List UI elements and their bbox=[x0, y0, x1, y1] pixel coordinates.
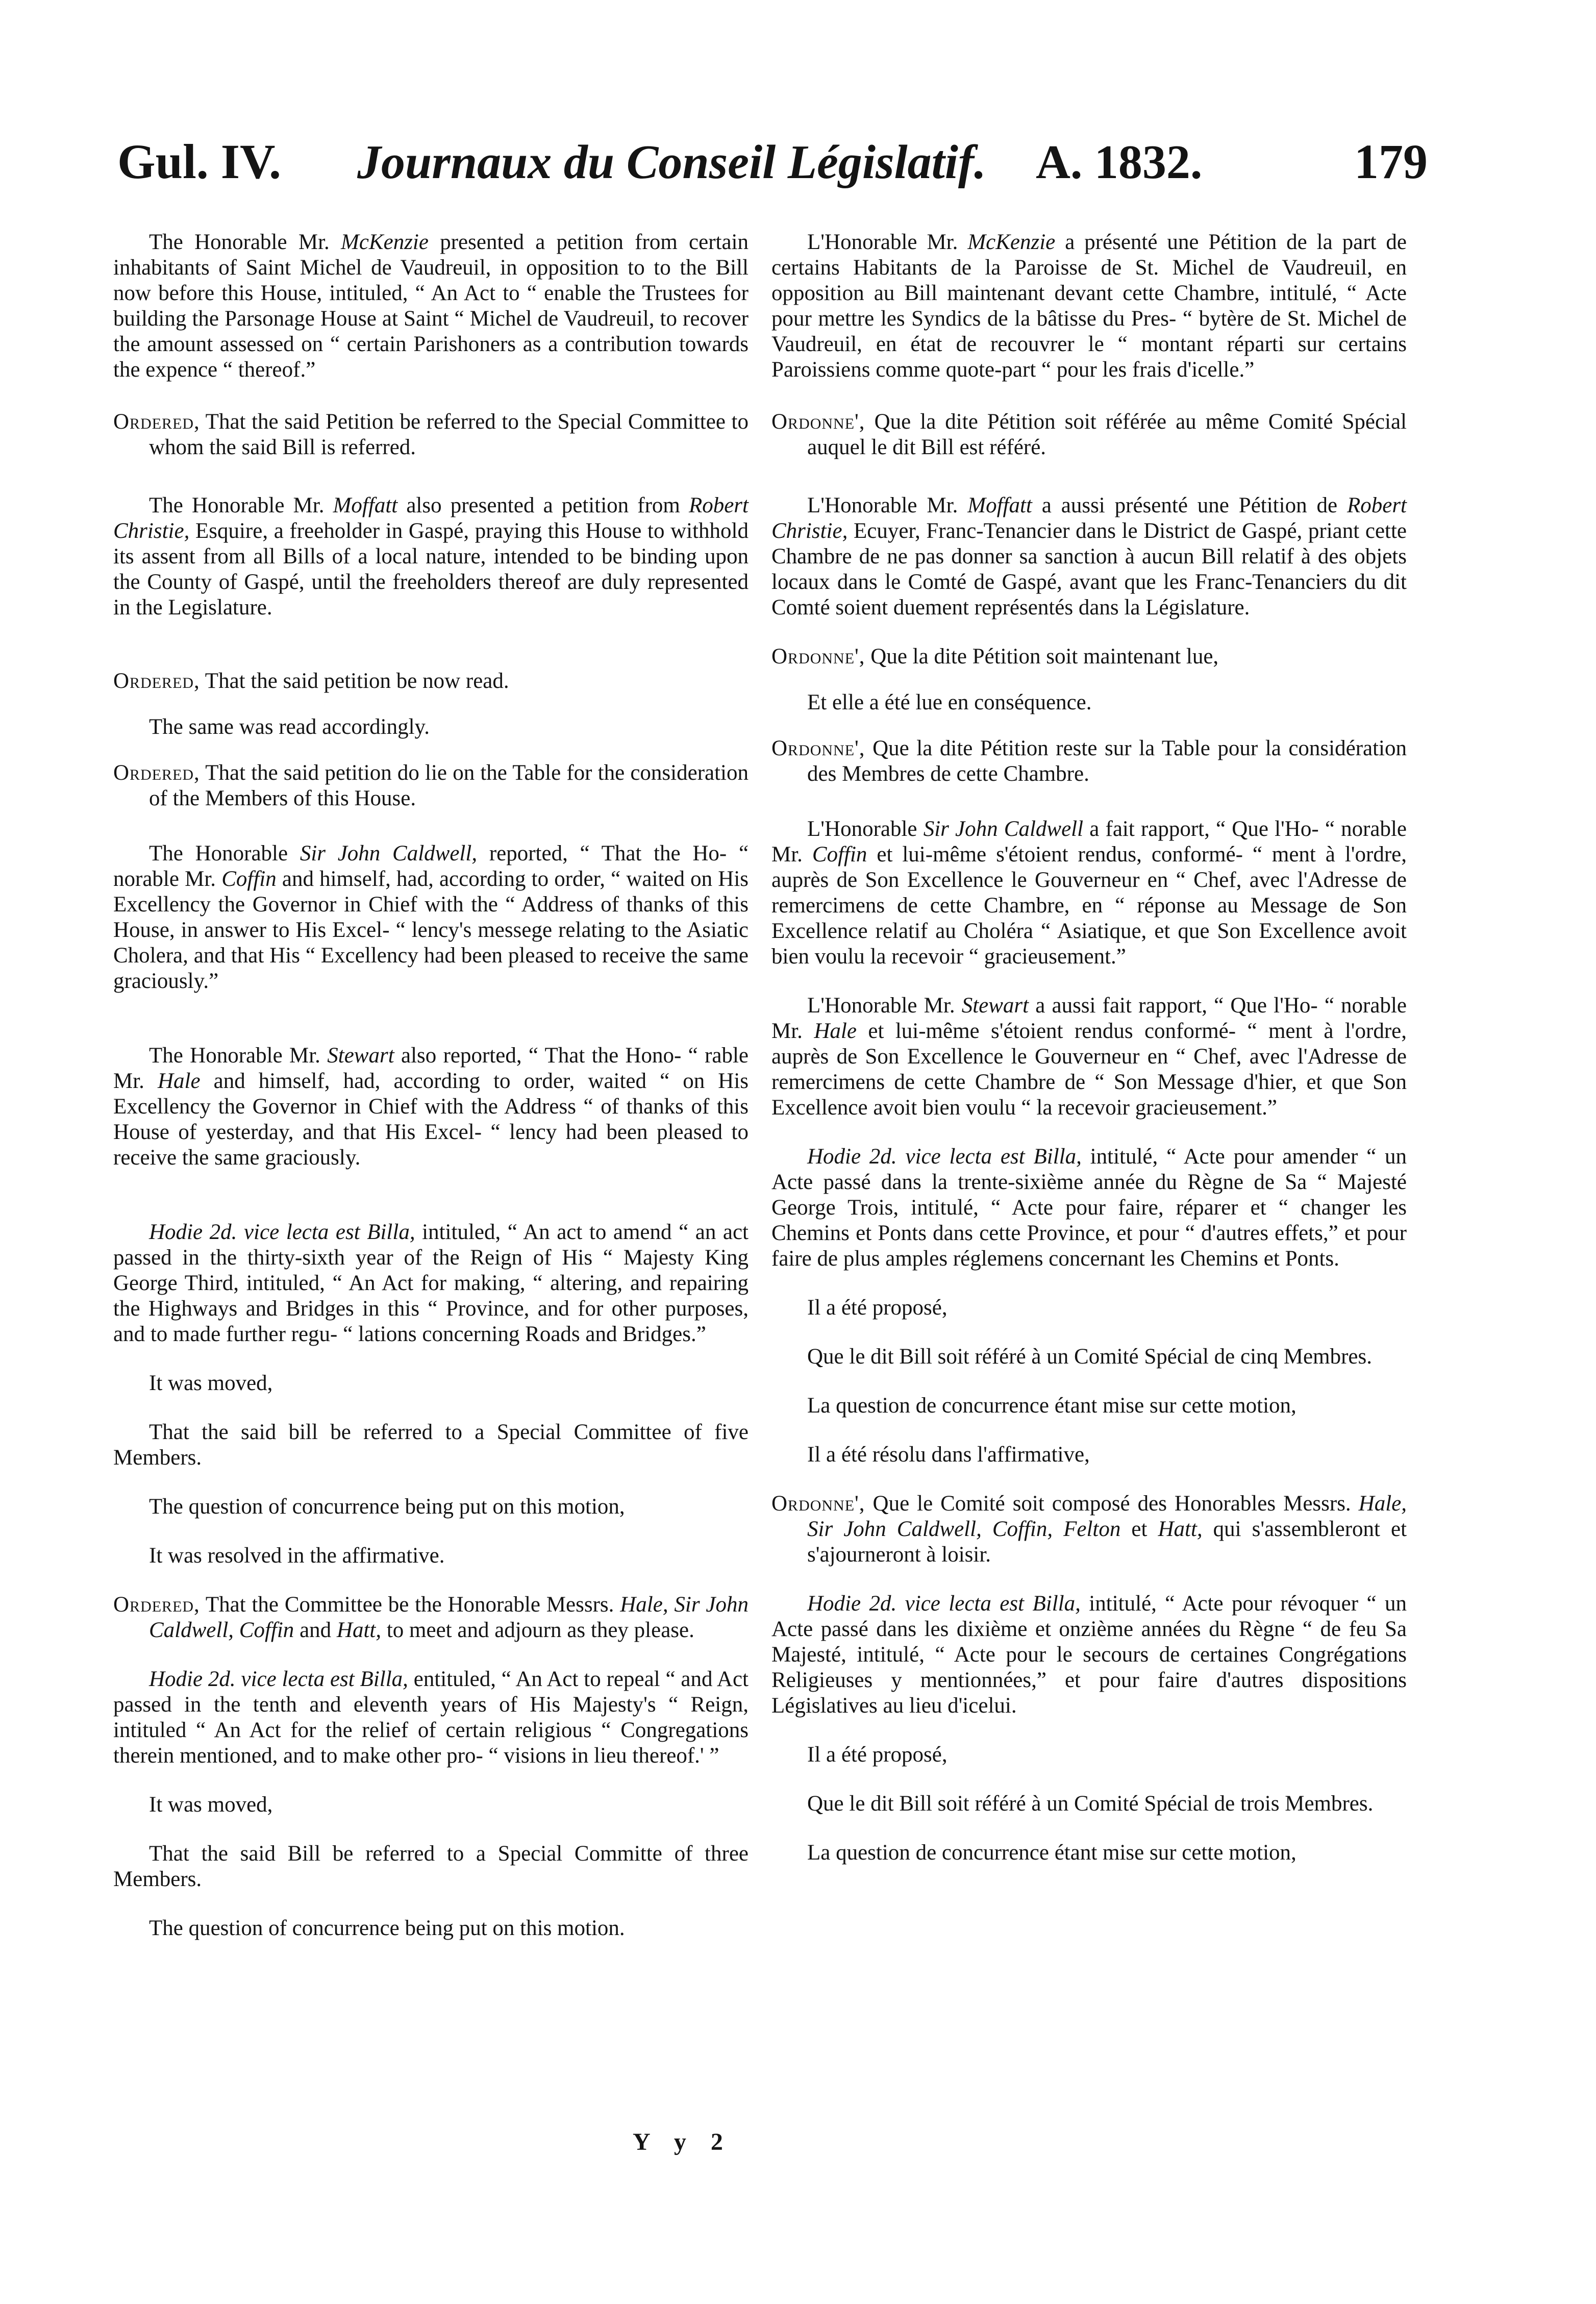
entry-text: also reported, “ That the Hono- “ rable Mr. bbox=[113, 1044, 749, 1093]
entree-question bbox=[771, 1393, 1407, 1419]
entry-text: Que le Comité soit composé des Honorables Messrs. bbox=[872, 1492, 1351, 1516]
entry-text: It was moved, bbox=[149, 1371, 273, 1395]
entry-text: La question de concurrence étant mise sur cette motion, bbox=[807, 1394, 1296, 1418]
latin-phrase: Hodie 2d. vice lecta est Billa, bbox=[807, 1145, 1082, 1169]
entry-text: The Honorable bbox=[149, 841, 288, 865]
entry-text: La question de concurrence étant mise sur cette motion, bbox=[807, 1841, 1296, 1865]
entry-text: That the said Petition be referred to the Special Committee to whom the said Bill is referred. bbox=[149, 410, 749, 459]
member-name: McKenzie bbox=[967, 230, 1056, 254]
page-number: 179 bbox=[1354, 134, 1428, 189]
entry-text: entituled, “ An Act to repeal “ and Act passed in the tenth and eleventh years of His Majesty's “ Reign, intituled “ An Act for the relief of certain religious “ Congregations therein mentioned, and to make other pro- “ visions in lieu thereof.' ” bbox=[113, 1667, 749, 1768]
entry-text: That the said bill be referred to a Special Committee of five Members. bbox=[113, 1420, 749, 1470]
entry-text: reported, “ That the Ho- “ norable Mr. bbox=[113, 841, 749, 891]
entry-report-caldwell bbox=[113, 841, 749, 994]
member-name: Hatt, bbox=[1158, 1517, 1203, 1541]
entry-text: It was moved, bbox=[149, 1793, 273, 1817]
page-header bbox=[117, 118, 1428, 190]
member-name: Moffatt bbox=[333, 493, 398, 517]
entry-text: That the said Bill be referred to a Special Committe of three Members. bbox=[113, 1842, 749, 1891]
entry-text: Il a été résolu dans l'affirmative, bbox=[807, 1443, 1090, 1467]
latin-phrase: Hodie 2d. vice lecta est Billa, bbox=[807, 1592, 1081, 1616]
entry-resolved bbox=[113, 1543, 749, 1569]
entree-petition-mckenzie bbox=[771, 230, 1407, 383]
entry-text: et bbox=[1131, 1517, 1148, 1541]
entry-text: a fait rapport, “ Que l'Ho- “ norable Mr. bbox=[771, 817, 1407, 866]
ordered-label: Ordered, bbox=[113, 1593, 200, 1617]
signature-mark: Y y 2 bbox=[633, 2128, 732, 2156]
entree-motion-trois bbox=[771, 1791, 1407, 1817]
latin-phrase: Hodie 2d. vice lecta est Billa, bbox=[149, 1667, 408, 1691]
entry-text: The same was read accordingly. bbox=[149, 715, 430, 739]
entry-bill-highways bbox=[113, 1220, 749, 1347]
entry-text: presented a petition from certain inhabitants of Saint Michel de Vaudreuil, in opposition to to the Bill now before this House, intituled, “ An Act to “ enable the Trustees for building the Parsonage House at Saint “ Michel de Vaudreuil, to recover the amount assessed on “ certain Parishoners as a contribution towards the expence “ thereof.” bbox=[113, 230, 749, 382]
entry-motion-three bbox=[113, 1841, 749, 1892]
ordered-label: Ordered, bbox=[113, 761, 200, 785]
entry-text: intituled, “ An act to amend “ an act passed in the thirty-sixth year of the Reign of His “ Majesty King George Third, intituled, “ An Act for making, “ altering, and repairing the Highways and Bridges in this “ Province, and for other purposes, and to made further regu- “ lations concerning Roads and Bridges.” bbox=[113, 1220, 749, 1346]
member-name: Sir John Caldwell, Coffin bbox=[149, 1593, 749, 1642]
member-name: Sir John Caldwell bbox=[923, 817, 1084, 841]
ordered-label: Ordonne', bbox=[771, 1492, 865, 1516]
entree-bill-chemins bbox=[771, 1144, 1407, 1272]
entry-text: and bbox=[300, 1618, 332, 1642]
member-name: Hale, Sir John Caldwell, Coffin, Felton bbox=[807, 1492, 1407, 1541]
ordered-label: Ordonne', bbox=[771, 410, 865, 434]
entry-ordered-read bbox=[113, 668, 749, 694]
ordered-label: Ordered, bbox=[113, 410, 200, 434]
entry-moved-2 bbox=[113, 1792, 749, 1818]
entry-text: to meet and adjourn as they please. bbox=[386, 1618, 694, 1642]
entry-text: L'Honorable bbox=[807, 817, 917, 841]
member-name: Hatt, bbox=[336, 1618, 382, 1642]
petitioner-name: Robert Christie, bbox=[113, 493, 749, 543]
entree-bill-religieux bbox=[771, 1591, 1407, 1719]
year-label: A. 1832. bbox=[1036, 136, 1203, 189]
entry-text: a aussi présenté une Pétition de bbox=[1041, 493, 1338, 517]
entry-report-stewart bbox=[113, 1043, 749, 1171]
entree-rapport-caldwell bbox=[771, 816, 1407, 970]
entry-text: intitulé, “ Acte pour révoquer “ un Acte passé dans les dixième et onzième années du Règne “ de feu Sa Majesté, intitulé, “ Acte pour le secours de certaines Congrégations Religieuses y mentionnées,” et pour faire d'autres dispositions Législatives au lieu d'icelui. bbox=[771, 1592, 1407, 1718]
entree-petition-moffatt bbox=[771, 493, 1407, 621]
entree-propose bbox=[771, 1295, 1407, 1321]
entry-text: and himself, had, according to order, “ waited on His Excellency the Governor in Chief with the “ Address of thanks of this House, in answer to His Excel- “ lency's messege relating to the Asiatic Cholera, and that His “ Excellency had been pleased to receive the same graciously.” bbox=[113, 867, 749, 993]
entry-text: The question of concurrence being put on this motion. bbox=[149, 1916, 625, 1940]
entry-text: Que la dite Pétition soit référée au même Comité Spécial auquel le dit Bill est référé. bbox=[807, 410, 1407, 459]
entry-petition-mckenzie bbox=[113, 230, 749, 383]
latin-phrase: Hodie 2d. vice lecta est Billa, bbox=[149, 1220, 415, 1244]
member-name: Sir John Caldwell, bbox=[300, 841, 478, 865]
entry-text: That the Committee be the Honorable Messrs. bbox=[205, 1593, 614, 1617]
ordered-label: Ordonne', bbox=[771, 736, 865, 760]
member-name: McKenzie bbox=[341, 230, 429, 254]
member-name: Hale bbox=[814, 1019, 857, 1043]
entry-text: That the said petition do lie on the Table for the consideration of the Members of this House. bbox=[149, 761, 749, 810]
entry-text: L'Honorable Mr. bbox=[807, 493, 958, 517]
petitioner-name: Robert Christie, bbox=[771, 493, 1407, 543]
entree-ordonne-lue bbox=[771, 644, 1407, 670]
entree-question-2 bbox=[771, 1840, 1407, 1866]
member-name: Coffin bbox=[221, 867, 277, 891]
entry-text: et lui-même s'étoient rendus conformé- “ ment à l'ordre, auprès de Son Excellence le Gouverneur en “ Chef, avec l'Adresse de remercimens de cette Chambre de “ Son Message d'hier, et que Son Excellence avoit bien voulu “ la recevoir gracieusement.” bbox=[771, 1019, 1407, 1120]
entry-petition-moffatt bbox=[113, 493, 749, 621]
entry-text: intitulé, “ Acte pour amender “ un Acte passé dans la trente-sixième année du Règne de Sa “ Majesté George Trois, intitulé, “ Acte pour faire, réparer et “ changer les Chemins et Ponts dans cette Province, et pour “ d'autres effets,” et pour faire de plus amples réglemens concernant les Chemins et Ponts. bbox=[771, 1145, 1407, 1271]
ordered-label: Ordered, bbox=[113, 669, 200, 693]
entree-ordonne-comite bbox=[771, 1491, 1407, 1568]
entree-resolu bbox=[771, 1442, 1407, 1468]
ordered-label: Ordonne', bbox=[771, 645, 865, 668]
entry-ordered-table bbox=[113, 760, 749, 811]
entry-ordered-committee bbox=[113, 1592, 749, 1643]
entry-read bbox=[113, 714, 749, 740]
member-name: Coffin bbox=[812, 843, 867, 866]
entry-text: Que la dite Pétition reste sur la Table pour la considération des Membres de cette Chambre. bbox=[807, 736, 1407, 786]
entry-text: Que le dit Bill soit référé à un Comité Spécial de cinq Membres. bbox=[807, 1345, 1372, 1369]
entry-question bbox=[113, 1494, 749, 1520]
entry-text: Que le dit Bill soit référé à un Comité Spécial de trois Membres. bbox=[807, 1792, 1374, 1816]
english-column bbox=[113, 230, 749, 1941]
member-name: Stewart bbox=[327, 1044, 394, 1068]
reign-label: Gul. IV. bbox=[117, 134, 282, 189]
entree-lue bbox=[771, 690, 1407, 715]
entry-text: That the said petition be now read. bbox=[205, 669, 509, 693]
entry-text: Et elle a été lue en conséquence. bbox=[807, 690, 1092, 714]
entry-text: It was resolved in the affirmative. bbox=[149, 1544, 445, 1568]
entry-text: qui s'assembleront et s'ajourneront à loisir. bbox=[807, 1517, 1407, 1567]
member-name: Hale bbox=[158, 1069, 201, 1093]
entry-ordered-refer bbox=[113, 409, 749, 460]
entree-ordonne-table bbox=[771, 736, 1407, 787]
entry-text: The Honorable Mr. bbox=[149, 230, 330, 254]
entry-text: a aussi fait rapport, “ Que l'Ho- “ norable Mr. bbox=[771, 994, 1407, 1043]
entry-text: Que la dite Pétition soit maintenant lue, bbox=[870, 645, 1219, 668]
entry-text: L'Honorable Mr. bbox=[807, 230, 958, 254]
entry-text: Esquire, a freeholder in Gaspé, praying this House to withhold its assent from all Bills of a local nature, intended to be binding upon the County of Gaspé, until the freeholders thereof are duly represented in the Legislature. bbox=[113, 519, 749, 620]
entry-text: et lui-même s'étoient rendus, conformé- “ ment à l'ordre, auprès de Son Excellence le Gouverneur en “ Chef, avec l'Adresse de remercimens de cette Chambre, en “ réponse au Message de Son Excellence relatif au Choléra “ Asiatique, et que Son Excellence avoit bien voulu la recevoir “ gracieusement.” bbox=[771, 843, 1407, 969]
french-column bbox=[771, 230, 1407, 1866]
entree-motion-cinq bbox=[771, 1344, 1407, 1370]
entry-motion-five bbox=[113, 1420, 749, 1471]
entry-moved bbox=[113, 1371, 749, 1396]
entry-text: Ecuyer, Franc-Tenancier dans le District de Gaspé, priant cette Chambre de ne pas donner sa sanction à aucun Bill relatif à des objets locaux dans le Comté de Gaspé, avant que les Franc-Tenanciers du dit Comté soient duement représentés dans la Législature. bbox=[771, 519, 1407, 620]
entree-ordonne-refere bbox=[771, 409, 1407, 460]
entree-rapport-stewart bbox=[771, 993, 1407, 1121]
entry-text: L'Honorable Mr. bbox=[807, 994, 955, 1018]
entry-text: Il a été proposé, bbox=[807, 1743, 947, 1767]
entry-text: The Honorable Mr. bbox=[149, 1044, 320, 1068]
entry-text: and himself, had, according to order, waited “ on His Excellency the Governor in Chief with the Address “ of thanks of this House of yesterday, and that His Excel- “ lency had been pleased to receive the same graciously. bbox=[113, 1069, 749, 1170]
member-name: Stewart bbox=[961, 994, 1029, 1018]
journal-title: Journaux du Conseil Législatif. bbox=[357, 136, 986, 189]
member-name: Hale, bbox=[620, 1593, 668, 1617]
entry-text: Il a été proposé, bbox=[807, 1296, 947, 1320]
entry-bill-religious bbox=[113, 1667, 749, 1769]
member-name: Moffatt bbox=[967, 493, 1032, 517]
entry-text: a présenté une Pétition de la part de certains Habitants de la Paroisse de St. Michel de Vaudreuil, en opposition au Bill maintenant devant cette Chambre, intitulé, “ Acte pour mettre les Syndics de la bâtisse du Pres- “ bytère de St. Michel de Vaudreuil, en état de recouvrer le “ montant réparti sur certains Paroissiens comme quote-part “ pour les frais d'icelle.” bbox=[771, 230, 1407, 382]
entry-question-2 bbox=[113, 1916, 749, 1941]
entree-propose-2 bbox=[771, 1742, 1407, 1768]
entry-text: also presented a petition from bbox=[406, 493, 680, 517]
entry-text: The question of concurrence being put on this motion, bbox=[149, 1495, 625, 1519]
entry-text: The Honorable Mr. bbox=[149, 493, 325, 517]
